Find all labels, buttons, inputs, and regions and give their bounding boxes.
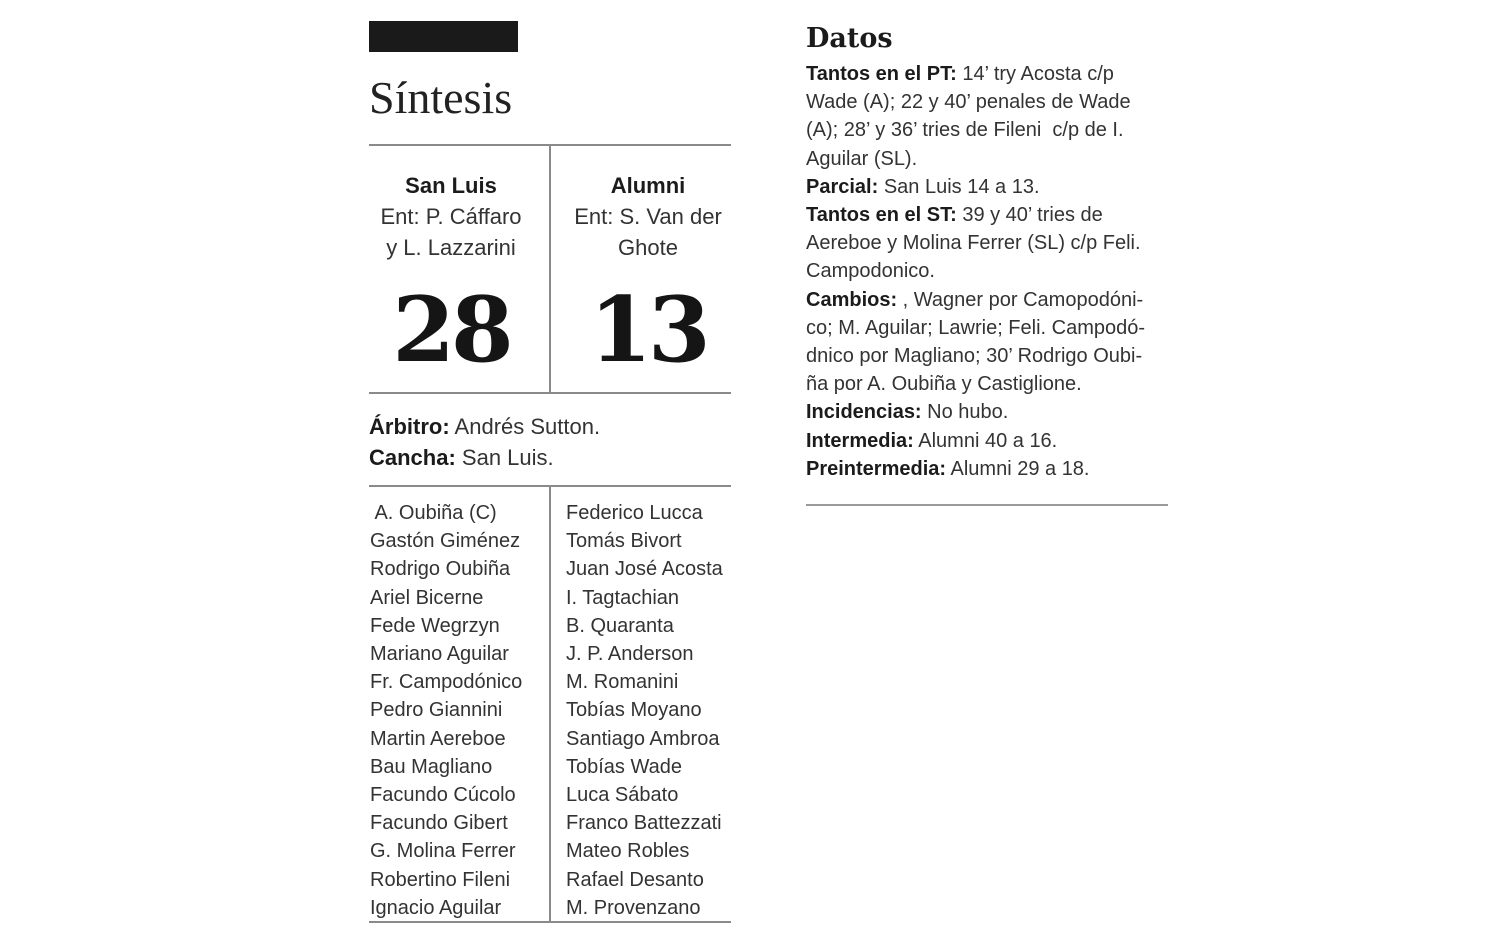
player-name: Pedro Giannini bbox=[370, 699, 503, 722]
player-name: Facundo Cúcolo bbox=[370, 784, 516, 807]
player-name: Tobías Moyano bbox=[566, 699, 702, 722]
datos-line bbox=[806, 257, 1186, 285]
datos-line bbox=[806, 229, 1186, 257]
home-roster bbox=[370, 499, 522, 922]
home-coach-cont: y L. Lazzarini bbox=[386, 235, 516, 260]
home-coach: Ent: P. Cáffaro bbox=[380, 204, 522, 229]
player-name: Federico Lucca bbox=[566, 502, 703, 524]
datos-text: 14’ try Acosta c/p bbox=[956, 63, 1114, 85]
away-score: 13 bbox=[589, 277, 707, 383]
datos-label: Intermedia: bbox=[806, 429, 914, 452]
away-team bbox=[558, 170, 738, 263]
datos-text: co; M. Aguilar; Lawrie; Feli. Campodó- bbox=[806, 316, 1146, 339]
datos-label: Preintermedia: bbox=[806, 457, 947, 480]
player-name: A. Oubiña (C) bbox=[370, 502, 497, 524]
datos-text: Alumni 29 a 18. bbox=[946, 457, 1090, 480]
datos-line bbox=[806, 116, 1186, 144]
player-name: Bau Magliano bbox=[370, 755, 493, 778]
away-team-name: Alumni bbox=[610, 173, 686, 198]
field-value: San Luis. bbox=[455, 445, 554, 470]
datos-text: Wade (A); 22 y 40’ penales de Wade bbox=[806, 91, 1131, 114]
away-roster bbox=[566, 499, 723, 922]
datos-line bbox=[806, 88, 1186, 116]
player-name: Rafael Desanto bbox=[566, 868, 704, 891]
referee-label: Árbitro: bbox=[369, 414, 450, 439]
player-name: Mariano Aguilar bbox=[370, 643, 509, 666]
match-info bbox=[369, 411, 600, 473]
datos-line bbox=[806, 201, 1186, 229]
datos-label: Tantos en el PT: bbox=[806, 63, 957, 85]
datos-line bbox=[806, 173, 1186, 201]
player-name: B. Quaranta bbox=[566, 614, 674, 637]
datos-line bbox=[806, 455, 1186, 483]
home-score: 28 bbox=[392, 277, 510, 383]
player-name: G. Molina Ferrer bbox=[370, 840, 516, 863]
datos-list bbox=[806, 60, 1186, 483]
header-bar bbox=[369, 21, 518, 52]
datos-text: dnico por Magliano; 30’ Rodrigo Oubi- bbox=[806, 345, 1143, 368]
player-name: I. Tagtachian bbox=[566, 586, 680, 609]
player-name: Franco Battezzati bbox=[566, 812, 722, 835]
away-coach-cont: Ghote bbox=[618, 235, 678, 260]
divider bbox=[806, 504, 1168, 506]
referee-line bbox=[369, 411, 600, 442]
team-divider bbox=[549, 145, 551, 393]
divider bbox=[369, 392, 731, 394]
roster-divider bbox=[549, 486, 551, 922]
player-name: Facundo Gibert bbox=[370, 812, 508, 835]
player-name: Ignacio Aguilar bbox=[370, 896, 502, 919]
datos-line bbox=[806, 370, 1186, 398]
player-name: M. Romanini bbox=[566, 671, 679, 694]
datos-line bbox=[806, 427, 1186, 455]
player-name: Tomás Bivort bbox=[566, 530, 682, 553]
datos-label: Tantos en el ST: bbox=[806, 204, 957, 227]
player-name: Santiago Ambroa bbox=[566, 727, 720, 750]
field-line bbox=[369, 442, 600, 473]
home-team-name: San Luis bbox=[405, 173, 497, 198]
datos-text: Alumni 40 a 16. bbox=[913, 429, 1058, 452]
page-title: Síntesis bbox=[369, 72, 513, 123]
player-name: Luca Sábato bbox=[566, 784, 679, 807]
datos-label: Incidencias: bbox=[806, 401, 922, 424]
datos-text: Campodonico. bbox=[806, 260, 935, 283]
datos-text: (A); 28’ y 36’ tries de Fileni c/p de I. bbox=[806, 119, 1124, 142]
datos-text: No hubo. bbox=[921, 401, 1009, 424]
datos-text: Aguilar (SL). bbox=[806, 147, 918, 170]
player-name: J. P. Anderson bbox=[566, 643, 694, 666]
player-name: Robertino Fileni bbox=[370, 868, 511, 891]
player-name: Rodrigo Oubiña bbox=[370, 558, 511, 581]
datos-line bbox=[806, 342, 1186, 370]
datos-text: 39 y 40’ tries de bbox=[956, 204, 1103, 227]
player-name: Gastón Giménez bbox=[370, 530, 521, 553]
away-coach: Ent: S. Van der bbox=[574, 204, 722, 229]
player-name: Tobías Wade bbox=[566, 755, 682, 778]
datos-label: Parcial: bbox=[806, 175, 879, 198]
datos-line bbox=[806, 398, 1186, 426]
datos-line bbox=[806, 60, 1186, 88]
datos-title: Datos bbox=[806, 23, 893, 54]
datos-line bbox=[806, 145, 1186, 173]
datos-line bbox=[806, 314, 1186, 342]
datos-line bbox=[806, 286, 1186, 314]
player-name: Martin Aereboe bbox=[370, 727, 506, 750]
player-name: Mateo Robles bbox=[566, 840, 690, 863]
field-label: Cancha: bbox=[369, 445, 456, 470]
player-name: Fede Wegrzyn bbox=[370, 614, 500, 637]
datos-label: Cambios: bbox=[806, 288, 898, 311]
datos-text: , Wagner por Camopodóni- bbox=[897, 288, 1144, 311]
referee-value: Andrés Sutton. bbox=[449, 414, 601, 439]
datos-text: San Luis 14 a 13. bbox=[878, 175, 1040, 198]
player-name: Fr. Campodónico bbox=[370, 671, 523, 694]
player-name: Ariel Bicerne bbox=[370, 586, 484, 609]
datos-text: Aereboe y Molina Ferrer (SL) c/p Feli. bbox=[806, 232, 1141, 255]
home-team bbox=[361, 170, 541, 263]
divider bbox=[369, 921, 731, 923]
player-name: Juan José Acosta bbox=[566, 558, 723, 581]
datos-text: ña por A. Oubiña y Castiglione. bbox=[806, 373, 1082, 396]
player-name: M. Provenzano bbox=[566, 896, 701, 919]
